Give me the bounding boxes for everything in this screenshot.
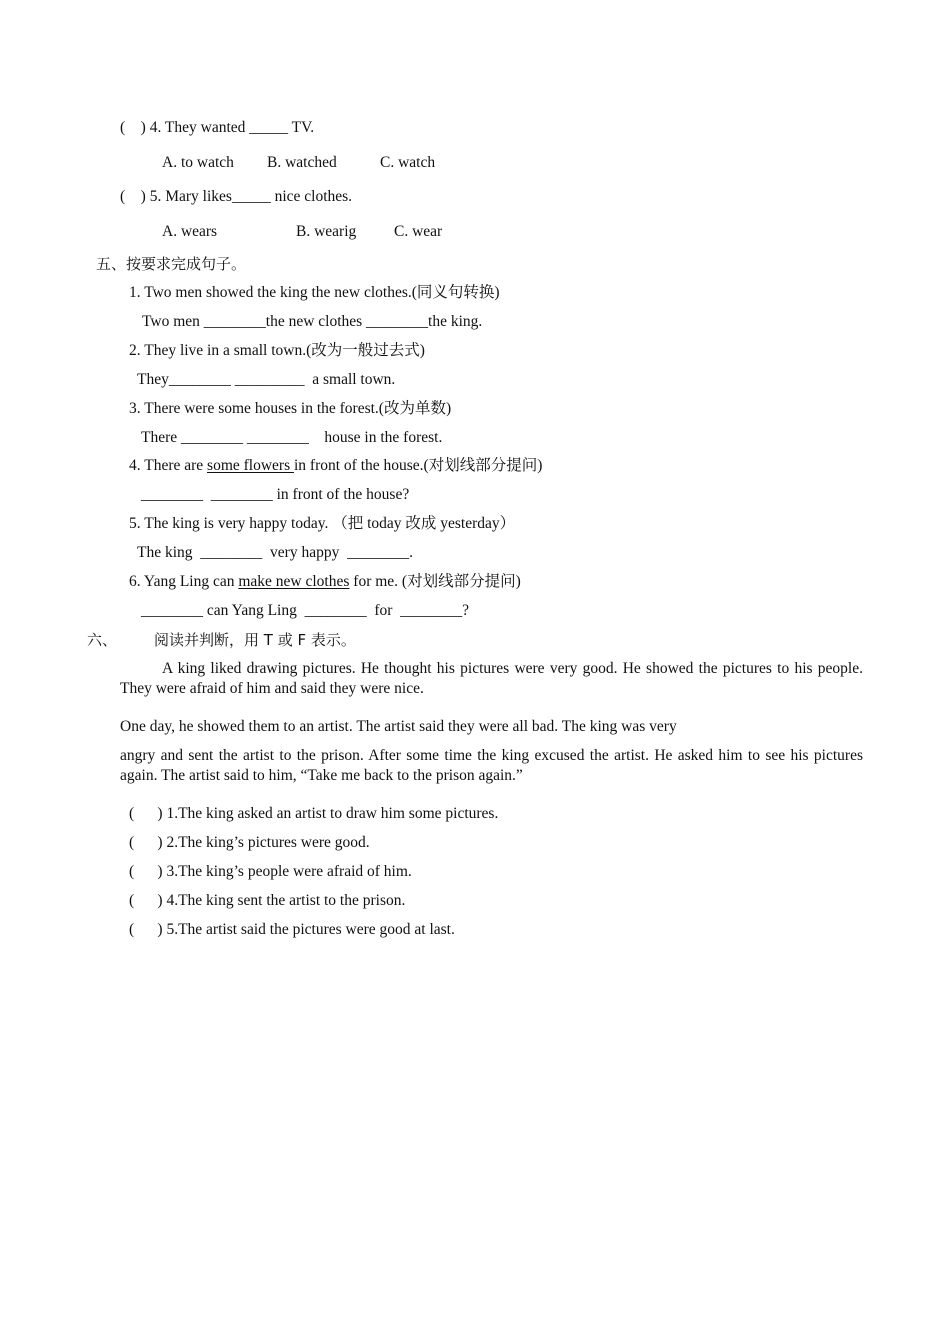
- prompt-2: 2. They live in a small town.(改为一般过去式): [129, 342, 425, 359]
- option-c[interactable]: C. wear: [394, 223, 443, 240]
- answer-line-3[interactable]: There ________ ________ house in the forest.: [141, 429, 443, 446]
- answer-paren[interactable]: ( ): [129, 834, 163, 851]
- answer-line-1[interactable]: Two men ________the new clothes ________the king.: [142, 313, 483, 330]
- prompt-4: 4. There are some flowers in front of the house.(对划线部分提问): [129, 457, 543, 474]
- answer-line-4[interactable]: ________ ________ in front of the house?: [141, 486, 410, 503]
- option-a[interactable]: A. to watch: [162, 154, 234, 171]
- option-b[interactable]: B. watched: [267, 154, 337, 171]
- section-6-number: 六、: [87, 631, 118, 649]
- judge-item-2: ( ) 2.The king’s pictures were good.: [129, 834, 370, 851]
- answer-paren[interactable]: ( ): [129, 892, 163, 909]
- prompt-6: 6. Yang Ling can make new clothes for me. (对划线部分提问): [129, 573, 521, 590]
- answer-line-6[interactable]: ________ can Yang Ling ________ for ________?: [141, 602, 470, 619]
- section-6-heading: 阅读并判断，用 T 或 F 表示。: [154, 631, 356, 649]
- reading-paragraph-1: A king liked drawing pictures. He thought his pictures were very good. He showed the pictures to his people. They were afraid of him and said they were nice.: [120, 660, 863, 697]
- section-5-heading: 五、按要求完成句子。: [96, 255, 247, 273]
- question-5: ( ) 5. Mary likes_____ nice clothes.: [120, 188, 353, 205]
- judge-item-3: ( ) 3.The king’s people were afraid of him.: [129, 863, 412, 880]
- underlined-phrase: make new clothes: [238, 573, 350, 590]
- answer-paren[interactable]: ( ): [129, 921, 163, 938]
- answer-line-2[interactable]: They________ _________ a small town.: [137, 371, 396, 388]
- prompt-1: 1. Two men showed the king the new clothes.(同义句转换): [129, 284, 500, 301]
- reading-line: One day, he showed them to an artist. The artist said they were all bad. The king was very: [120, 718, 677, 735]
- reading-paragraph-2: angry and sent the artist to the prison. After some time the king excused the artist. He asked him to see his pictures again. The artist said to him, “Take me back to the prison again.”: [120, 747, 863, 784]
- option-b[interactable]: B. wearig: [296, 223, 357, 240]
- answer-blank[interactable]: _____: [249, 119, 289, 136]
- answer-blank[interactable]: _____: [231, 188, 271, 205]
- answer-paren[interactable]: ( ): [120, 188, 146, 205]
- prompt-3: 3. There were some houses in the forest.(改为单数): [129, 400, 452, 417]
- judge-item-5: ( ) 5.The artist said the pictures were good at last.: [129, 921, 455, 938]
- answer-paren[interactable]: ( ): [120, 119, 146, 136]
- option-a[interactable]: A. wears: [162, 223, 218, 240]
- question-4: ( ) 4. They wanted _____ TV.: [120, 119, 315, 136]
- judge-item-4: ( ) 4.The king sent the artist to the prison.: [129, 892, 406, 909]
- underlined-phrase: some flowers: [207, 457, 294, 474]
- answer-paren[interactable]: ( ): [129, 863, 163, 880]
- answer-line-5[interactable]: The king ________ very happy ________.: [137, 544, 413, 561]
- option-c[interactable]: C. watch: [380, 154, 436, 171]
- judge-item-1: ( ) 1.The king asked an artist to draw him some pictures.: [129, 805, 499, 822]
- answer-paren[interactable]: ( ): [129, 805, 163, 822]
- prompt-5: 5. The king is very happy today. （把 today 改成 yesterday）: [129, 515, 516, 532]
